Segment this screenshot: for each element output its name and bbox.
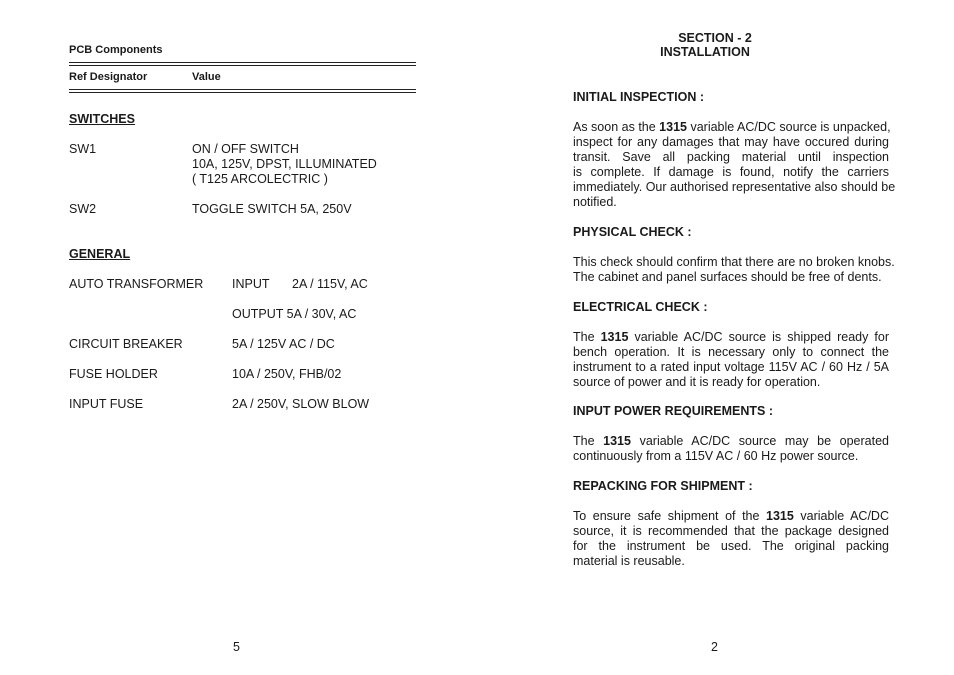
paragraph-input-power	[573, 434, 889, 464]
model-number: 1315	[600, 330, 629, 344]
text-segment: variable AC/DC source may be operated	[630, 434, 889, 448]
text-segment: immediately. Our authorised representative also should be	[573, 180, 896, 194]
circuit-breaker-value: 5A / 125V AC / DC	[232, 337, 335, 351]
heading-initial-inspection: INITIAL INSPECTION :	[573, 90, 705, 104]
text-segment: bench operation. It is necessary only to connect the	[573, 345, 889, 359]
text-segment: This check should confirm that there are no broken knobs.	[573, 255, 895, 269]
text-segment: As soon as the	[573, 120, 660, 134]
auto-transformer-input-label: INPUT	[232, 277, 270, 291]
sw1-ref: SW1	[69, 142, 97, 156]
fuse-holder-label: FUSE HOLDER	[69, 367, 158, 381]
paragraph-line	[573, 509, 889, 524]
circuit-breaker-label: CIRCUIT BREAKER	[69, 337, 183, 351]
paragraph-line	[573, 539, 889, 554]
page-number-right: 2	[711, 640, 718, 654]
paragraph-electrical-check	[573, 330, 889, 390]
text-segment: variable AC/DC source is shipped ready for	[628, 330, 889, 344]
text-segment: To ensure safe shipment of the	[573, 509, 767, 523]
heading-electrical-check: ELECTRICAL CHECK :	[573, 300, 708, 314]
text-segment: variable AC/DC source is unpacked,	[686, 120, 891, 134]
paragraph-line	[573, 434, 889, 449]
sw1-value-line: ( T125 ARCOLECTRIC )	[192, 172, 328, 186]
paragraph-line	[573, 330, 889, 345]
auto-transformer-output: OUTPUT 5A / 30V, AC	[232, 307, 357, 321]
text-segment: instrument to a rated input voltage 115V AC / 60 Hz / 5A	[573, 360, 889, 374]
sw1-value-line: 10A, 125V, DPST, ILLUMINATED	[192, 157, 377, 171]
page-number-left: 5	[233, 640, 240, 654]
model-number: 1315	[659, 120, 687, 134]
paragraph-line	[573, 150, 889, 165]
switches-heading: SWITCHES	[69, 112, 135, 126]
text-segment: continuously from a 115V AC / 60 Hz power source.	[573, 449, 859, 463]
sw1-value-line: ON / OFF SWITCH	[192, 142, 299, 156]
text-segment: The cabinet and panel surfaces should be free of dents.	[573, 270, 882, 284]
text-segment: notified.	[573, 195, 617, 209]
fuse-holder-value: 10A / 250V, FHB/02	[232, 367, 342, 381]
text-segment: source, it is recommended that the package designed	[573, 524, 889, 538]
paragraph-line	[573, 554, 889, 569]
input-fuse-value: 2A / 250V, SLOW BLOW	[232, 397, 370, 411]
text-segment: for the instrument be used. The original packing	[573, 539, 889, 553]
general-heading: GENERAL	[69, 247, 131, 261]
pcb-components-title: PCB Components	[69, 44, 163, 56]
paragraph-line	[573, 135, 889, 150]
paragraph-physical-check	[573, 255, 895, 285]
paragraph-line	[573, 270, 889, 285]
column-header-ref: Ref Designator	[69, 71, 148, 83]
sw2-value: TOGGLE SWITCH 5A, 250V	[192, 202, 352, 216]
double-rule	[69, 89, 416, 93]
paragraph-line	[573, 180, 896, 195]
paragraph-line	[573, 345, 889, 360]
section-title: INSTALLATION	[660, 45, 750, 59]
paragraph-line	[573, 449, 889, 464]
model-number: 1315	[766, 509, 794, 523]
section-number: SECTION - 2	[678, 31, 752, 45]
heading-repacking: REPACKING FOR SHIPMENT :	[573, 479, 753, 493]
text-segment: transit. Save all packing material until inspection	[573, 150, 889, 164]
paragraph-initial-inspection	[573, 120, 896, 210]
text-segment: material is reusable.	[573, 554, 685, 568]
paragraph-line	[573, 120, 889, 135]
model-number: 1315	[603, 434, 631, 448]
column-header-value: Value	[192, 71, 221, 83]
paragraph-line	[573, 165, 889, 180]
text-segment: variable AC/DC	[793, 509, 889, 523]
paragraph-line	[573, 255, 895, 270]
paragraph-line	[573, 195, 889, 210]
heading-input-power: INPUT POWER REQUIREMENTS :	[573, 404, 774, 418]
paragraph-line	[573, 375, 889, 390]
text-segment: is complete. If damage is found, notify the carriers	[573, 165, 889, 179]
auto-transformer-label: AUTO TRANSFORMER	[69, 277, 204, 291]
input-fuse-label: INPUT FUSE	[69, 397, 144, 411]
text-segment: source of power and it is ready for operation.	[573, 375, 821, 389]
paragraph-line	[573, 524, 889, 539]
paragraph-repacking	[573, 509, 889, 569]
auto-transformer-input-value: 2A / 115V, AC	[292, 277, 368, 291]
heading-physical-check: PHYSICAL CHECK :	[573, 225, 692, 239]
double-rule	[69, 62, 416, 66]
text-segment: inspect for any damages that may have occured during	[573, 135, 889, 149]
paragraph-line	[573, 360, 889, 375]
text-segment: The	[573, 434, 604, 448]
sw2-ref: SW2	[69, 202, 97, 216]
text-segment: The	[573, 330, 601, 344]
